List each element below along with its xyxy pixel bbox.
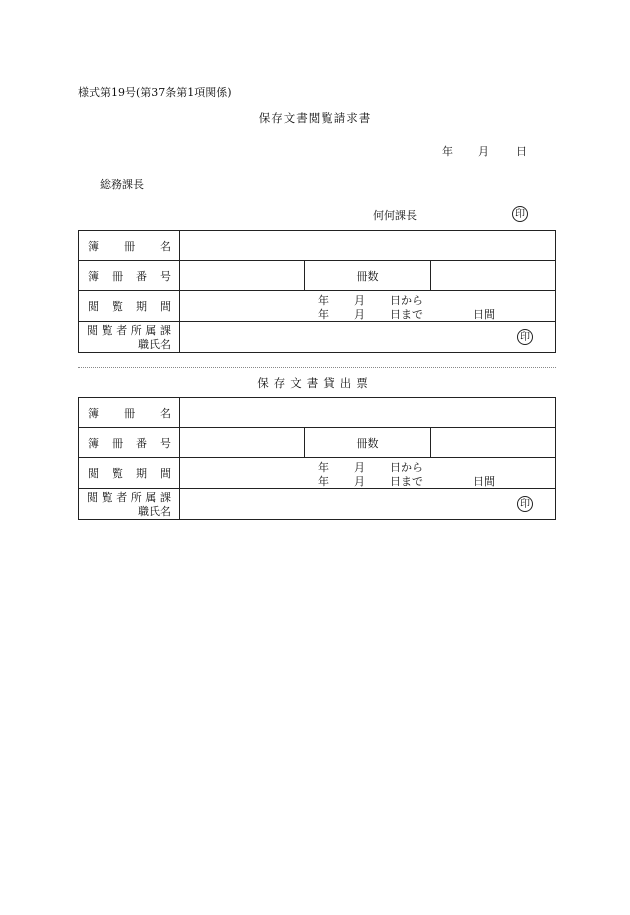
book-name-label [79, 398, 180, 428]
cut-line [78, 367, 556, 368]
date-day: 日 [516, 145, 527, 158]
period-year: 年 [318, 461, 329, 474]
period-month: 月 [354, 475, 365, 488]
period-year: 年 [318, 294, 329, 307]
date-line [442, 143, 527, 159]
label-char: 号 [160, 436, 171, 450]
addressee: 総務課長 [100, 178, 144, 191]
date-year: 年 [442, 145, 453, 158]
label-char: 間 [160, 300, 171, 313]
label-char: 属 [145, 490, 157, 504]
label-char: 覧 [112, 467, 123, 480]
period-year: 年 [318, 308, 329, 321]
count-label: 冊数 [305, 261, 430, 291]
count-field[interactable] [430, 428, 555, 458]
document-title: 保存文書閲覧請求書 [258, 111, 372, 125]
label-char: 簿 [88, 406, 99, 420]
book-number-label [79, 428, 180, 458]
book-number-label [79, 261, 180, 291]
period-until: 日まで [390, 308, 423, 321]
label-char: 号 [160, 269, 171, 283]
count-field[interactable] [430, 261, 555, 291]
period-month: 月 [354, 308, 365, 321]
book-name-label [79, 231, 180, 261]
label-char: 閲 [88, 300, 99, 313]
date-month: 月 [478, 145, 489, 158]
label-char: 者 [116, 323, 128, 337]
label-char: 閲 [87, 323, 98, 337]
reader-field[interactable] [180, 489, 556, 520]
reader-field[interactable] [180, 322, 556, 353]
reader-name-label: 職氏名 [138, 337, 171, 351]
lending-slip-table [78, 397, 556, 520]
period-from: 日から [390, 294, 423, 307]
request-form-table [78, 230, 556, 353]
label-char: 番 [136, 269, 147, 283]
label-char: 課 [159, 490, 171, 504]
reader-label [79, 322, 180, 353]
label-char: 期 [136, 467, 147, 480]
label-char: 所 [130, 490, 142, 504]
period-field[interactable] [180, 291, 556, 322]
label-char: 冊 [124, 239, 135, 253]
period-label [79, 458, 180, 489]
period-until: 日まで [390, 475, 423, 488]
period-field[interactable] [180, 458, 556, 489]
label-char: 簿 [88, 436, 99, 450]
reader-name-label: 職氏名 [138, 504, 171, 518]
label-char: 簿 [88, 269, 99, 283]
period-from: 日から [390, 461, 423, 474]
label-char: 期 [136, 300, 147, 313]
label-char: 冊 [124, 406, 135, 420]
label-char: 名 [160, 239, 171, 253]
label-char: 名 [160, 406, 171, 420]
book-number-field[interactable] [180, 428, 305, 458]
seal-icon: 印 [517, 496, 533, 512]
label-char: 間 [160, 467, 171, 480]
period-days: 日間 [473, 308, 495, 321]
label-char: 属 [145, 323, 157, 337]
label-char: 覧 [101, 490, 113, 504]
book-number-field[interactable] [180, 261, 305, 291]
label-char: 閲 [88, 467, 99, 480]
period-label [79, 291, 180, 322]
period-year: 年 [318, 475, 329, 488]
slip-title: 保存文書貸出票 [257, 376, 373, 390]
form-number: 様式第19号(第37条第1項関係) [78, 86, 232, 99]
label-char: 覧 [101, 323, 113, 337]
sender: 何何課長 [373, 209, 417, 222]
seal-icon: 印 [517, 329, 533, 345]
period-days: 日間 [473, 475, 495, 488]
label-char: 課 [159, 323, 171, 337]
label-char: 番 [136, 436, 147, 450]
label-char: 者 [116, 490, 128, 504]
label-char: 所 [130, 323, 142, 337]
label-char: 冊 [112, 436, 123, 450]
label-char: 覧 [112, 300, 123, 313]
seal-icon: 印 [512, 206, 528, 222]
book-name-field[interactable] [180, 398, 556, 428]
period-month: 月 [354, 461, 365, 474]
label-char: 簿 [88, 239, 99, 253]
label-char: 閲 [87, 490, 98, 504]
label-char: 冊 [112, 269, 123, 283]
reader-label [79, 489, 180, 520]
period-month: 月 [354, 294, 365, 307]
count-label: 冊数 [305, 428, 430, 458]
book-name-field[interactable] [180, 231, 556, 261]
